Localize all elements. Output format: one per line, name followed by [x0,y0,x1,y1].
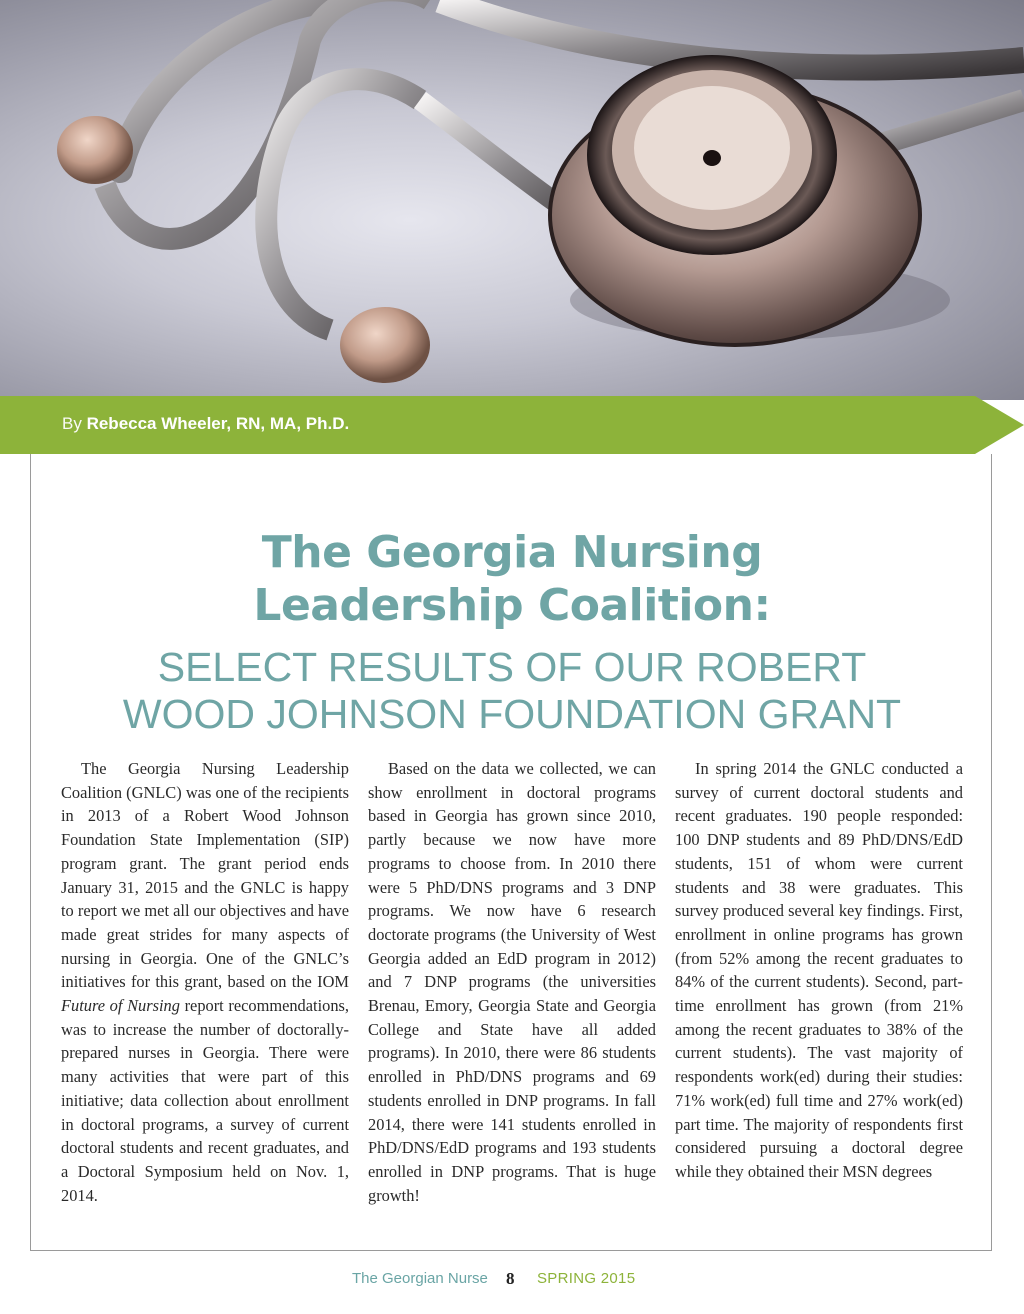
magazine-name: The Georgian Nurse [352,1270,488,1287]
column-1-italic-title: Future of Nursing [61,996,180,1016]
issue-label: SPRING 2015 [537,1270,636,1287]
article-title-line-2: Leadership Coalition: [253,580,771,631]
column-3-paragraph: In spring 2014 the GNLC conducted a survey of current doctoral students and recent graduates. 190 people responded: 100 DNP students and 89 PhD/DNS/EdD students, 151 of whom were current students and 38 were graduates. This survey produced several key findings. First, enrollment in online programs has grown (from 52% among the recent graduates to 84% of the current students). Second, part-time enrollment has grown (from 21% among the recent graduates to 38% of the current students). The vast majority of respondents work(ed) during their studies: 71% work(ed) full time and 27% work(ed) part time. The majority of respondents first considered pursuing a doctoral degree while they obtained their MSN degrees [675,759,963,1181]
article-subtitle-line-2: WOOD JOHNSON FOUNDATION GRANT [122,691,902,737]
page-number: 8 [506,1269,515,1288]
body-column-3 [675,757,963,1237]
column-1-text-b: report recommendations, was to increase the number of doctorally-prepared nurses in Georgia. There were many activities that were part of this initiative; data collection about enrollment in doctoral programs, a survey of current doctoral students and recent graduates, and a Doctoral Symposium held on Nov. 1, 2014. [61,996,350,1205]
body-column-2 [368,757,656,1237]
page-footer [0,1270,1024,1294]
byline [62,414,349,434]
byline-prefix: By [62,414,82,433]
column-1-paragraph [61,757,349,1207]
column-1-text-a: The Georgia Nursing Leadership Coalition (GNLC) was one of the recipients in 2013 of a Robert Wood Johnson Foundation State Implementation (SIP) program grant. The grant period ends January 31, 2015 and the GNLC is happy to report we met all our objectives and have made great strides for many aspects of nursing in Georgia. One of the GNLC’s initiatives for this grant, based on the IOM [61,759,349,992]
article-title-line-1: The Georgia Nursing [261,527,763,578]
author-name: Rebecca Wheeler, RN, MA, Ph.D. [86,414,350,433]
article-subtitle-line-1: SELECT RESULTS OF OUR ROBERT [157,644,867,690]
stethoscope-illustration [0,0,1024,400]
hero-stethoscope-image [0,0,1024,400]
body-column-1 [61,757,349,1237]
column-2-paragraph: Based on the data we collected, we can show enrollment in doctoral programs based in Georgia has grown since 2010, partly because we now have more programs to choose from. In 2010 there were 5 PhD/DNS programs and 3 DNP programs. We now have 6 research doctorate programs (the University of West Georgia added an EdD program in 2012) and 7 DNP programs (the universities Brenau, Emory, Georgia State and Georgia College and State have all added programs). In 2010, there were 86 students enrolled in PhD/DNS programs and 69 students enrolled in DNP programs. In fall 2014, there were 141 students enrolled in PhD/DNS/EdD programs and 193 students enrolled in DNP programs. That is huge growth! [368,759,656,1205]
